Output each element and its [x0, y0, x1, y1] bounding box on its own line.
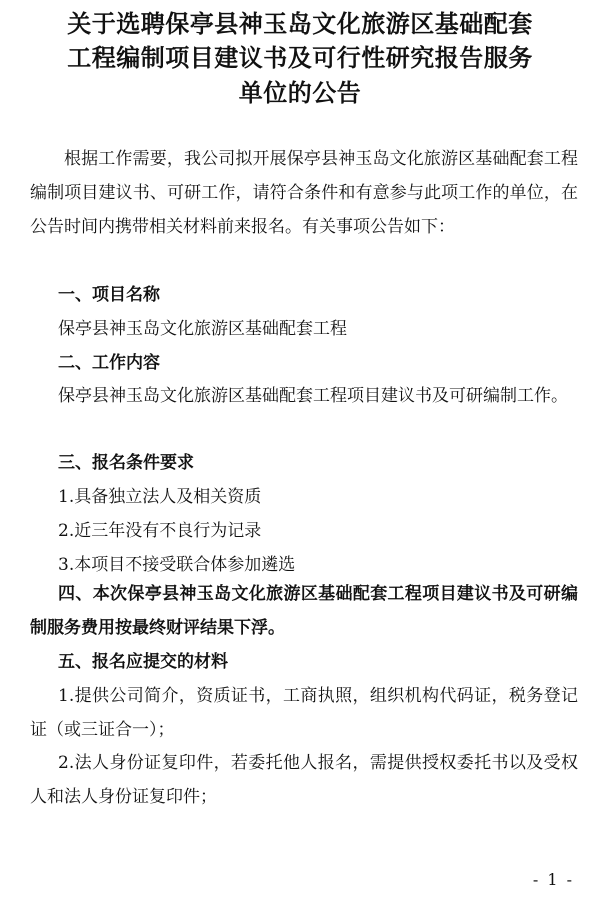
- section-heading-requirements: 三、报名条件要求: [58, 453, 194, 473]
- requirement-item: 3.本项目不接受联合体参加遴选: [58, 555, 296, 575]
- document-title-line-1: 关于选聘保亭县神玉岛文化旅游区基础配套: [67, 10, 533, 38]
- document-title-line-3: 单位的公告: [238, 79, 362, 107]
- material-item: 2.法人身份证复印件，若委托他人报名，需提供授权委托书以及受权人和法人身份证复印件；: [30, 753, 578, 807]
- section-heading-materials: 五、报名应提交的材料: [58, 652, 228, 672]
- requirement-item: 2.近三年没有不良行为记录: [58, 521, 262, 541]
- work-content-text: 保亭县神玉岛文化旅游区基础配套工程项目建议书及可研编制工作。: [58, 386, 568, 406]
- section-heading-work-content: 二、工作内容: [58, 353, 160, 373]
- section-heading-project-name: 一、项目名称: [58, 285, 160, 305]
- page-number: - 1 -: [532, 870, 574, 889]
- requirement-item: 1.具备独立法人及相关资质: [58, 487, 262, 507]
- material-item: 1.提供公司简介，资质证书，工商执照，组织机构代码证，税务登记证（或三证合一）；: [30, 686, 578, 740]
- intro-paragraph: 根据工作需要，我公司拟开展保亭县神玉岛文化旅游区基础配套工程编制项目建议书、可研工作，请符合条件和有意参与此项工作的单位，在公告时间内携带相关材料前来报名。有关事项公告如下：: [30, 149, 578, 237]
- document-title-line-2: 工程编制项目建议书及可行性研究报告服务: [67, 44, 533, 72]
- section-heading-service-fee: 四、本次保亭县神玉岛文化旅游区基础配套工程项目建议书及可研编制服务费用按最终财评结果下浮。: [30, 584, 578, 638]
- project-name-text: 保亭县神玉岛文化旅游区基础配套工程: [58, 319, 347, 339]
